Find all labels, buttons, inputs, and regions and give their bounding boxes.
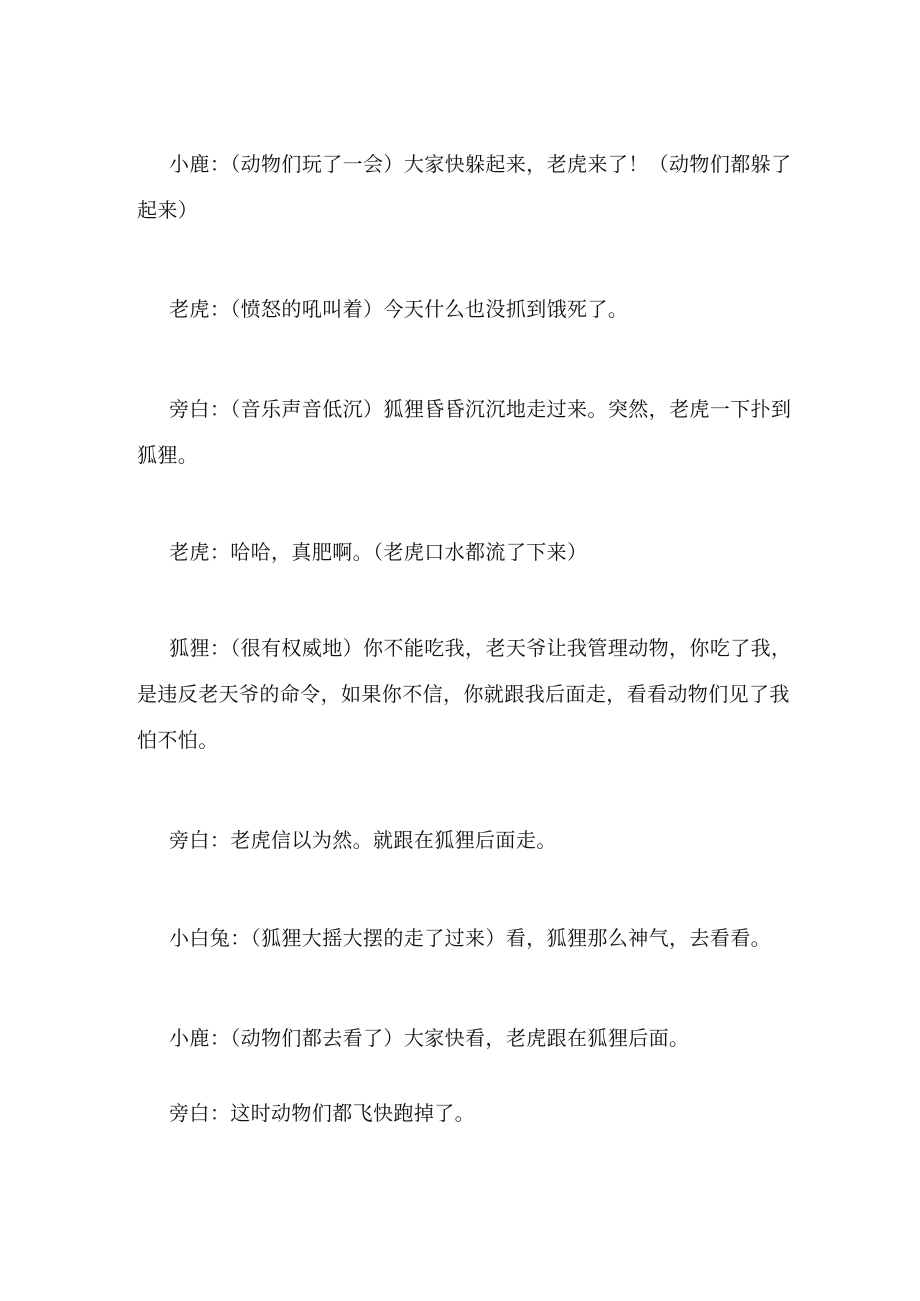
speaker-separator: ：	[209, 636, 231, 660]
dialogue-text: （动物们都去看了）大家快看，老虎跟在狐狸后面。	[230, 1026, 690, 1050]
speaker-name: 旁白	[169, 828, 210, 852]
dialogue-text: （动物们玩了一会）大家快躲起来，老虎来了！（动物们都躲了起来）	[137, 152, 792, 222]
speaker-separator: ：	[209, 397, 231, 421]
dialogue-paragraph	[137, 1015, 805, 1061]
speaker-name: 狐狸	[169, 636, 210, 660]
speaker-name: 小鹿	[169, 152, 210, 176]
speaker-separator: ：	[230, 926, 251, 950]
dialogue-paragraph	[137, 386, 805, 478]
dialogue-text: （音乐声音低沉）狐狸昏昏沉沉地走过来。突然，老虎一下扑到狐狸。	[137, 397, 792, 467]
speaker-separator: ：	[209, 540, 231, 564]
speaker-separator: ：	[209, 1026, 231, 1050]
speaker-separator: ：	[209, 152, 231, 176]
speaker-name: 老虎	[169, 540, 210, 564]
dialogue-text: 老虎信以为然。就跟在狐狸后面走。	[230, 828, 557, 852]
dialogue-text: 这时动物们都飞快跑掉了。	[230, 1101, 476, 1125]
dialogue-paragraph	[137, 1090, 805, 1136]
dialogue-paragraph	[137, 141, 805, 233]
speaker-separator: ：	[209, 1101, 231, 1125]
speaker-name: 老虎	[169, 297, 210, 321]
speaker-separator: ：	[209, 297, 231, 321]
speaker-name: 旁白	[169, 1101, 210, 1125]
dialogue-text: （愤怒的吼叫着）今天什么也没抓到饿死了。	[230, 297, 629, 321]
dialogue-paragraph	[137, 625, 805, 763]
dialogue-text: （很有权威地）你不能吃我，老天爷让我管理动物，你吃了我，是违反老天爷的命令，如果你不信，你就跟我后面走，看看动物们见了我怕不怕。	[137, 636, 792, 752]
dialogue-paragraph	[137, 817, 805, 863]
speaker-name: 小鹿	[169, 1026, 210, 1050]
speaker-separator: ：	[209, 828, 231, 852]
dialogue-paragraph	[137, 529, 805, 575]
dialogue-paragraph	[137, 915, 805, 961]
speaker-name: 小白兔	[169, 926, 231, 950]
dialogue-text: 哈哈，真肥啊。（老虎口水都流了下来）	[230, 540, 588, 564]
speaker-name: 旁白	[169, 397, 210, 421]
dialogue-text: （狐狸大摇大摆的走了过来）看，狐狸那么神气，去看看。	[250, 926, 772, 950]
dialogue-paragraph	[137, 286, 805, 332]
